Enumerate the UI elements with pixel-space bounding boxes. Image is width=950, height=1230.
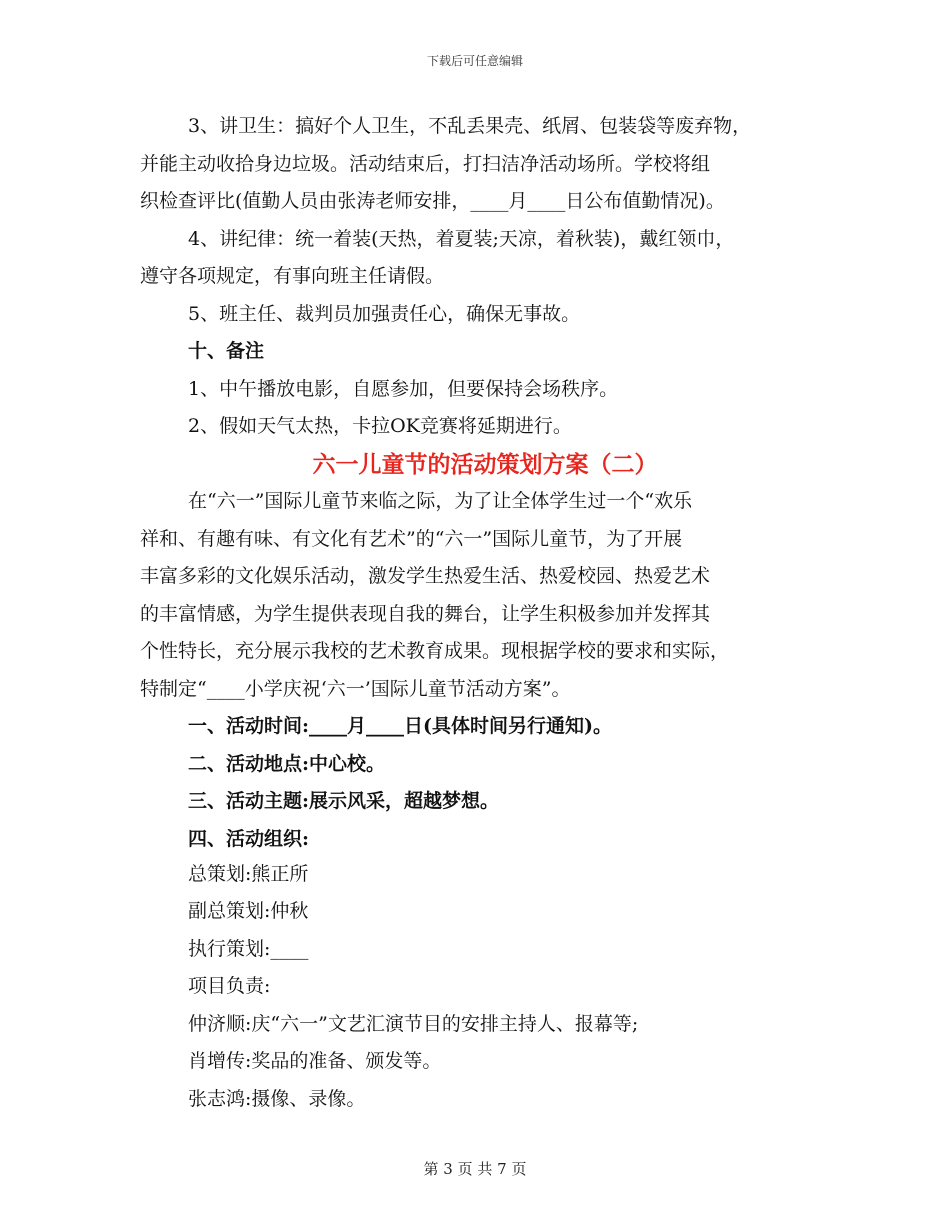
text-line: 特制定“____小学庆祝‘六一’国际儿童节活动方案”。 <box>140 678 571 700</box>
text-line: 在“六一”国际儿童节来临之际，为了让全体学生过一个“欢乐 <box>188 490 693 512</box>
org-line: 肖增传:奖品的准备、颁发等。 <box>188 1050 442 1072</box>
document-title: 六一儿童节的活动策划方案（二） <box>312 451 658 478</box>
text-line: 并能主动收拾身边垃圾。活动结束后，打扫洁净活动场所。学校将组 <box>140 153 711 175</box>
org-line: 张志鸿:摄像、录像。 <box>188 1088 366 1110</box>
text-line: 的丰富情感，为学生提供表现自我的舞台，让学生积极参加并发挥其 <box>140 603 711 625</box>
text-line: 丰富多彩的文化娱乐活动，激发学生热爱生活、热爱校园、热爱艺术 <box>140 565 711 587</box>
page-header-note: 下载后可任意编辑 <box>426 54 523 68</box>
org-line: 仲济顺:庆“六一”文艺汇演节目的安排主持人、报幕等; <box>188 1013 639 1035</box>
activity-location: 二、活动地点:中心校。 <box>188 753 386 775</box>
org-line: 总策划:熊正所 <box>188 863 309 885</box>
document-body <box>140 0 830 1150</box>
text-line: 1、中午播放电影，自愿参加，但要保持会场秩序。 <box>188 378 619 400</box>
activity-time: 一、活动时间:____月____日(具体时间另行通知)。 <box>188 715 612 737</box>
page-number: 第 3 页 共 7 页 <box>423 1160 527 1178</box>
section-heading: 十、备注 <box>188 340 265 362</box>
text-line: 个性特长，充分展示我校的艺术教育成果。现根据学校的要求和实际， <box>140 640 730 662</box>
text-line: 3、讲卫生：搞好个人卫生，不乱丢果壳、纸屑、包装袋等废弃物， <box>188 115 752 137</box>
activity-organization: 四、活动组织: <box>188 828 310 850</box>
org-line: 项目负责: <box>188 975 271 997</box>
text-line: 祥和、有趣有味、有文化有艺术”的“六一”国际儿童节，为了开展 <box>140 528 683 550</box>
activity-theme: 三、活动主题:展示风采，超越梦想。 <box>188 790 500 812</box>
text-line: 2、假如天气太热，卡拉OK竞赛将延期进行。 <box>188 415 572 437</box>
text-line: 5、班主任、裁判员加强责任心，确保无事故。 <box>188 303 581 325</box>
text-line: 织检查评比(值勤人员由张涛老师安排，____月____日公布值勤情况)。 <box>140 190 725 212</box>
text-line: 4、讲纪律：统一着装(天热，着夏装;天凉，着秋装)，戴红领巾， <box>188 228 735 250</box>
org-line: 副总策划:仲秋 <box>188 900 309 922</box>
text-line: 遵守各项规定，有事向班主任请假。 <box>140 265 445 287</box>
org-line: 执行策划:____ <box>188 938 309 960</box>
